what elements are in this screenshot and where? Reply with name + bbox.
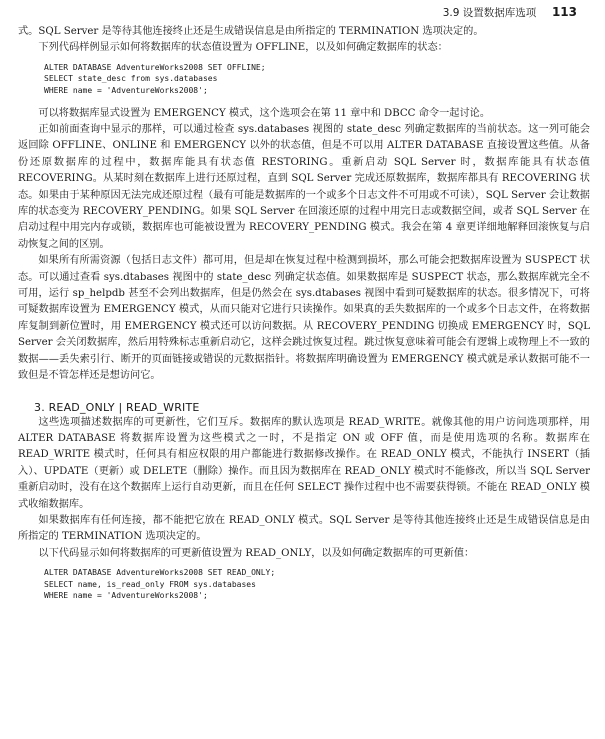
paragraph-4: 正如前面查询中显示的那样，可以通过检查 sys.databases 视图的 state_desc 列确定数据库的当前状态。这一列可能会返回除 OFFLINE、ONLINE 和 EMERGENCY 以外的状态值，但是不可以用 ALTER DATABASE 直接设置这些值。从备份还原数据库的过程中，数据库能具有状态值 RESTORING。重新启动 SQL Server 时，数据库能具有状态值 RECOVERING。从某时刻在数据库上进行还原过程，直到 SQL Server 完成还原数据库，数据库都具有 RECOVERING 状态。如果由于某种原因无法完成还原过程（最有可能是数据库的一个或多个日志文件不可用或不可读），SQL Server 会让数据库的状态变为 RECOVERY_PENDING。如果 SQL Server 在回滚还原的过程中用完日志或数据空间，或者 SQL Server 在启动过程中用完内存或锁，数据库也可能被设置为 RECOVERY_PENDING 模式。我会在第 4 章更详细地解释回滚恢复与启动恢复之间的区别。 (18, 124, 590, 250)
page-body (18, 24, 590, 611)
paragraph-7: 如果数据库有任何连接，都不能把它放在 READ_ONLY 模式。SQL Server 是等待其他连接终止还是生成错误信息是由所指定的 TERMINATION 选项决定的。 (18, 514, 590, 543)
paragraph-6: 这些选项描述数据库的可更新性，它们互斥。数据库的默认选项是 READ_WRITE。就像其他的用户访问选项那样，用 ALTER DATABASE 将数据库设置为这些模式之一时，不是指定 ON 或 OFF 值，而是使用选项的名称。数据库在 READ_WRITE 模式时，任何具有相应权限的用户都能进行数据修改操作。在 READ_ONLY 模式，不能执行 INSERT（插入）、UPDATE（更新）或 DELETE（删除）操作。而且因为数据库在 READ_ONLY 模式时不能修改，所以当 SQL Server 重新启动时，没有在这个数据库上运行自动更新，而且在任何 SELECT 操作过程中也不需要获得锁。不能在 READ_ONLY 模式收缩数据库。 (18, 416, 590, 510)
header-section-title: 3.9 设置数据库选项 (442, 7, 537, 19)
page-header (443, 5, 577, 20)
paragraph-1: 式。SQL Server 是等待其他连接终止还是生成错误信息是由所指定的 TERMINATION 选项决定的。 (18, 26, 484, 37)
paragraph-2: 下列代码样例显示如何将数据库的状态值设置为 OFFLINE，以及如何确定数据库的状态： (38, 42, 448, 54)
page-number: 113 (551, 5, 577, 19)
section-heading-read-only: 3. READ_ONLY | READ_WRITE (34, 400, 200, 414)
paragraph-5: 如果所有所需资源（包括日志文件）都可用，但是却在恢复过程中检测到损坏，那么可能会把数据库设置为 SUSPECT 状态。可以通过查看 sys.dtabases 视图中的 state_desc 列确定状态值。如果数据库是 SUSPECT 状态，那么数据库就完全不可用，运行 sp_helpdb 甚至不会列出数据库，但是仍然会在 sys.dtabases 视图中看到可疑数据库的状态。很多情况下，可将可疑数据库设置为 EMERGENCY 模式，从而只能对它进行只读操作。如果真的丢失数据库的一个或多个日志文件，在将数据库复制到新位置时，用 EMERGENCY 模式还可以访问数据。从 RECOVERY_PENDING 切换成 EMERGENCY 时，SQL Server 会关闭数据库，然后用特殊标志重新启动它，这样会跳过恢复过程。跳过恢复意味着可能会有逻辑上或物理上不一致的数据——丢失索引行、断开的页面链接或错误的元数据指针。将数据库明确设置为 EMERGENCY 模式就是承认数据可能不一致但是不管怎样还是想访问它。 (18, 255, 590, 382)
paragraph-3: 可以将数据库显式设置为 EMERGENCY 模式，这个选项会在第 11 章中和 DBCC 命令一起讨论。 (38, 107, 491, 119)
paragraph-8: 以下代码显示如何将数据库的可更新值设置为 READ_ONLY，以及如何确定数据库的可更新值： (38, 547, 475, 559)
code-block-offline: ALTER DATABASE AdventureWorks2008 SET OFFLINE; SELECT state_desc from sys.databases WHERE name = 'AdventureWorks2008'; (44, 62, 266, 95)
code-block-read-only: ALTER DATABASE AdventureWorks2008 SET READ_ONLY; SELECT name, is_read_only FROM sys.databases WHERE name = 'AdventureWorks2008'; (44, 568, 276, 601)
